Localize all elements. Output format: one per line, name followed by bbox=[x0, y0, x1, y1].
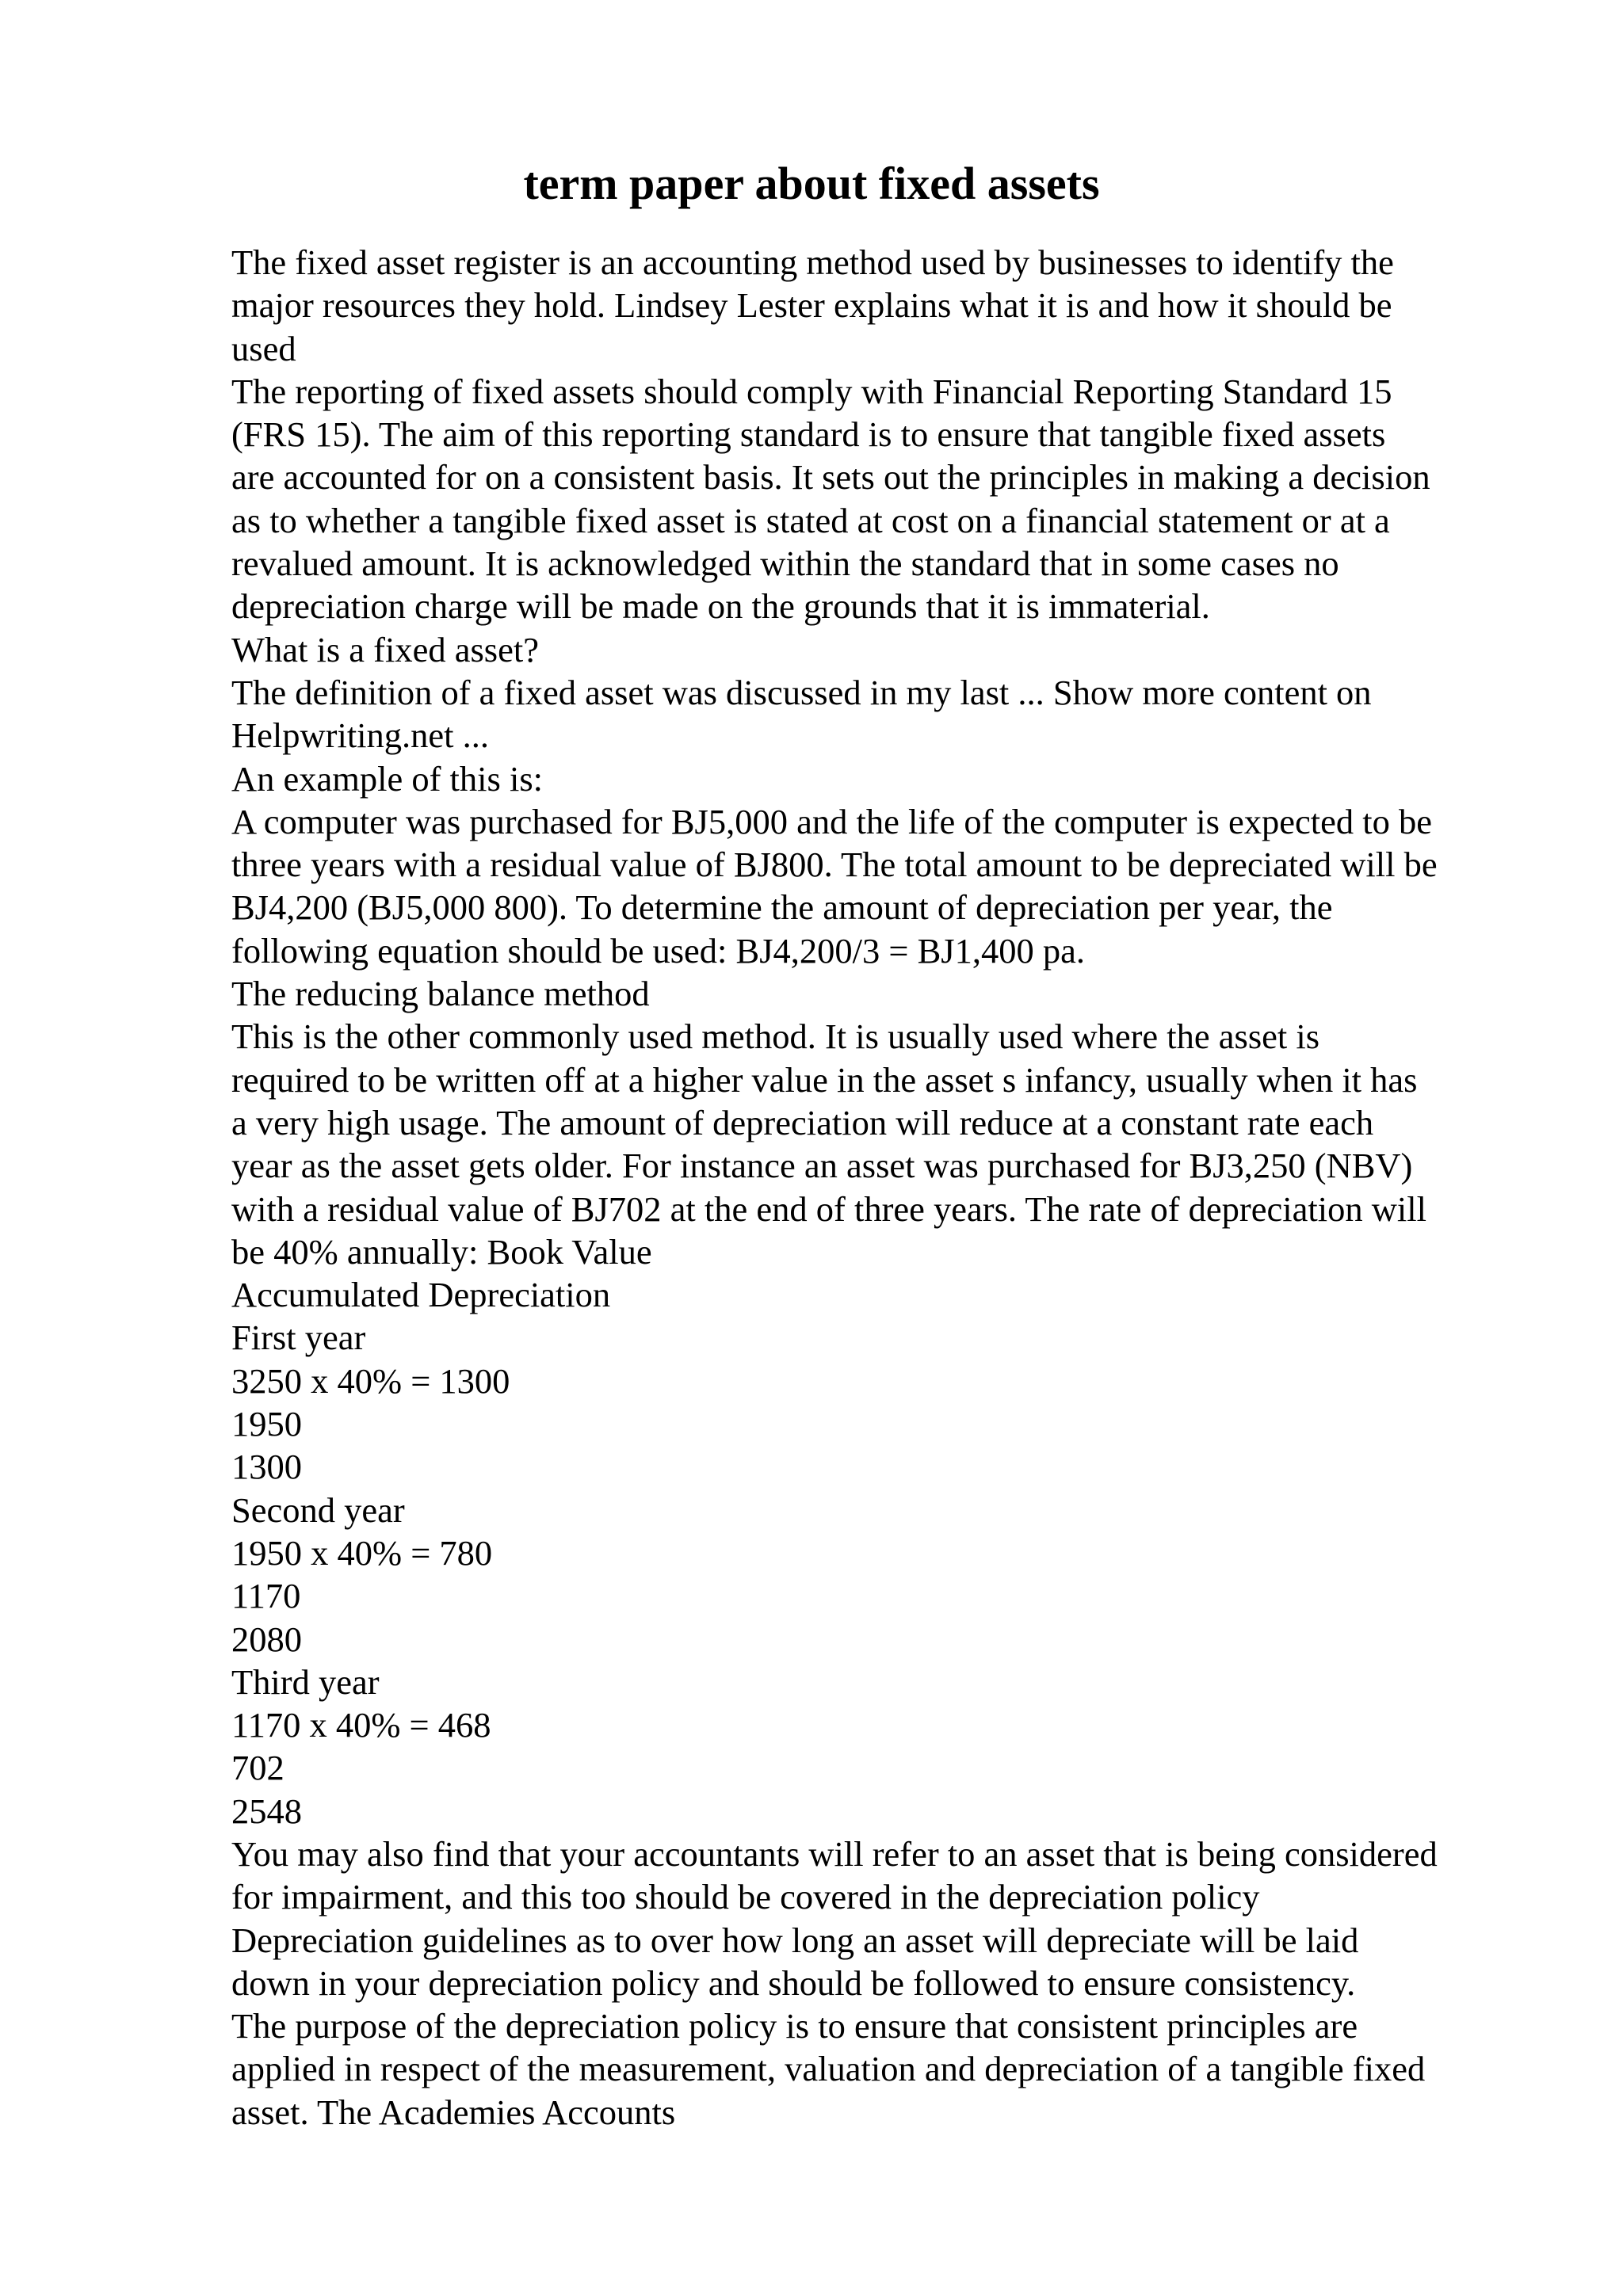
body-line: a very high usage. The amount of depreciation will reduce at a constant rate each bbox=[231, 1102, 1374, 1142]
body-line: 1170 bbox=[231, 1576, 301, 1616]
body-line: Second year bbox=[231, 1489, 405, 1530]
body-line: required to be written off at a higher value in the asset s infancy, usually when it has bbox=[231, 1059, 1418, 1100]
body-line: You may also find that your accountants will refer to an asset that is being considered bbox=[231, 1833, 1438, 1874]
body-line: with a residual value of BJ702 at the end of three years. The rate of depreciation will bbox=[231, 1188, 1426, 1229]
body-line: The definition of a fixed asset was discussed in my last ... Show more content on bbox=[231, 672, 1372, 712]
body-line: following equation should be used: BJ4,200/3 = BJ1,400 pa. bbox=[231, 930, 1085, 971]
body-line: Third year bbox=[231, 1661, 380, 1702]
body-line: year as the asset gets older. For instance an asset was purchased for BJ3,250 (NBV) bbox=[231, 1146, 1413, 1186]
body-line: This is the other commonly used method. It is usually used where the asset is bbox=[231, 1016, 1320, 1057]
body-line: (FRS 15). The aim of this reporting standard is to ensure that tangible fixed assets bbox=[231, 414, 1386, 455]
body-line: First year bbox=[231, 1318, 366, 1358]
body-line: major resources they hold. Lindsey Lester explains what it is and how it should be bbox=[231, 285, 1392, 326]
body-line: The fixed asset register is an accounting method used by businesses to identify the bbox=[231, 242, 1394, 282]
body-line: 2080 bbox=[231, 1619, 302, 1659]
body-line: 1170 x 40% = 468 bbox=[231, 1705, 491, 1745]
body-line: applied in respect of the measurement, valuation and depreciation of a tangible fixed bbox=[231, 2049, 1426, 2089]
body-line: are accounted for on a consistent basis. It sets out the principles in making a decision bbox=[231, 457, 1430, 498]
body-line: 1300 bbox=[231, 1447, 302, 1487]
body-line: 3250 x 40% = 1300 bbox=[231, 1360, 510, 1401]
body-line: down in your depreciation policy and should be followed to ensure consistency. bbox=[231, 1962, 1356, 2003]
body-line: Depreciation guidelines as to over how long an asset will depreciate will be laid bbox=[231, 1920, 1359, 1960]
body-line: three years with a residual value of BJ800. The total amount to be depreciated will be bbox=[231, 845, 1438, 885]
body-line: The purpose of the depreciation policy is to ensure that consistent principles are bbox=[231, 2006, 1358, 2046]
body-line: be 40% annually: Book Value bbox=[231, 1231, 652, 1272]
document-body bbox=[231, 241, 1515, 2134]
body-line: What is a fixed asset? bbox=[231, 629, 539, 669]
body-line: The reporting of fixed assets should comply with Financial Reporting Standard 15 bbox=[231, 371, 1392, 411]
body-line: used bbox=[231, 328, 296, 368]
body-line: A computer was purchased for BJ5,000 and the life of the computer is expected to be bbox=[231, 801, 1433, 841]
body-line: Helpwriting.net ... bbox=[231, 715, 490, 756]
body-line: depreciation charge will be made on the grounds that it is immaterial. bbox=[231, 586, 1210, 627]
body-line: The reducing balance method bbox=[231, 974, 650, 1014]
body-line: for impairment, and this too should be covered in the depreciation policy bbox=[231, 1877, 1260, 1917]
document-title: term paper about fixed assets bbox=[523, 158, 1100, 209]
body-line: 1950 x 40% = 780 bbox=[231, 1532, 493, 1573]
body-line: An example of this is: bbox=[231, 758, 544, 799]
body-line: 702 bbox=[231, 1748, 285, 1788]
body-line: 2548 bbox=[231, 1791, 302, 1831]
body-line: revalued amount. It is acknowledged within the standard that in some cases no bbox=[231, 543, 1339, 584]
body-line: asset. The Academies Accounts bbox=[231, 2092, 676, 2132]
body-line: as to whether a tangible fixed asset is stated at cost on a financial statement or at a bbox=[231, 500, 1390, 540]
body-line: BJ4,200 (BJ5,000 800). To determine the amount of depreciation per year, the bbox=[231, 887, 1333, 928]
body-line: 1950 bbox=[231, 1404, 302, 1444]
body-line: Accumulated Depreciation bbox=[231, 1275, 611, 1315]
